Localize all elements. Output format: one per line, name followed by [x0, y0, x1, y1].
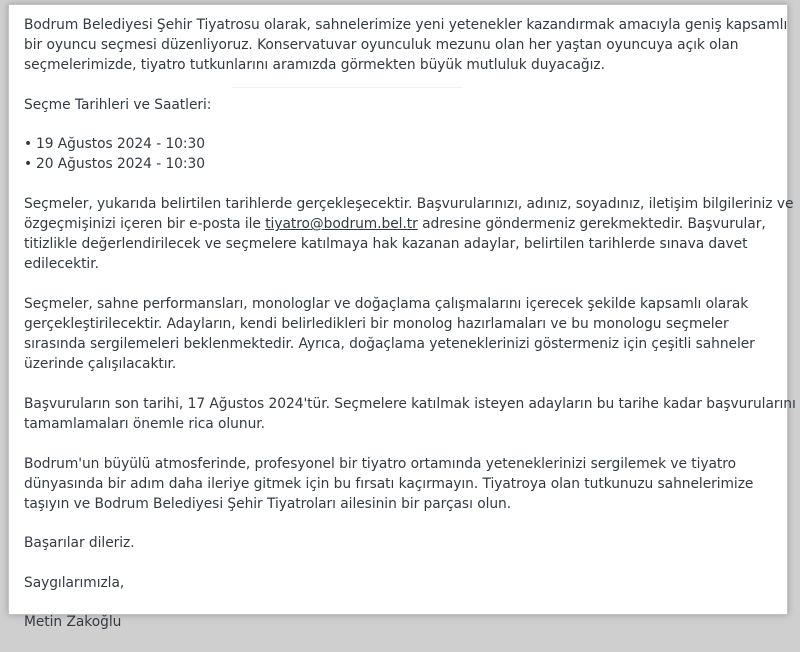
application-line: titizlikle değerlendirilecek ve seçmelere katılmaya hak kazanan adaylar, belirtilen tarihlerde sınava davet [24, 236, 748, 253]
application-text: adresine göndermeniz gerekmektedir. Başvurular, [417, 216, 766, 233]
invitation-line: dünyasında bir adım daha ileriye gitmek için bu fırsatı kaçırmayın. Tiyatroya olan tutkunuzu sahnelerimize [24, 475, 754, 492]
deadline-line: tamamlamaları önemle rica olunur. [24, 415, 265, 432]
signature-name: Metin Zakoğlu [24, 614, 122, 631]
format-paragraph [24, 294, 784, 374]
intro-line: seçmelerimizde, tiyatro tutkunlarını aramızda görmekten büyük mutluluk duyacağız. [24, 57, 605, 74]
application-line-email [24, 214, 784, 234]
closing-text: Saygılarımızla, [24, 574, 125, 591]
application-line: edilecektir. [24, 256, 99, 273]
intro-line: Bodrum Belediyesi Şehir Tiyatrosu olarak, sahnelerimize yeni yetenekler kazandırmak amacıyla geniş kapsamlı [24, 17, 788, 33]
dates-section [24, 95, 784, 115]
date-item: • 19 Ağustos 2024 - 10:30 [24, 134, 784, 154]
wishes-paragraph [24, 533, 784, 553]
invitation-line: taşıyın ve Bodrum Belediyesi Şehir Tiyatroları ailesinin bir parçası olun. [24, 495, 512, 512]
invitation-paragraph [24, 454, 784, 514]
date-item: • 20 Ağustos 2024 - 10:30 [24, 154, 784, 174]
format-line: üzerinde çalışılacaktır. [24, 356, 177, 373]
format-line: Seçmeler, sahne performansları, monologlar ve doğaçlama çalışmalarını içerecek şekilde kapsamlı olarak [24, 295, 749, 312]
intro-paragraph [24, 15, 788, 75]
format-line: sırasında sergilemeleri beklenmektedir. Ayrıca, doğaçlama yeteneklerinizi göstermeniz için çeşitli sahneler [24, 336, 755, 353]
application-line: Seçmeler, yukarıda belirtilen tarihlerde gerçekleşecektir. Başvurularınızı, adınız, soyadınız, iletişim bilgileriniz ve [24, 196, 794, 213]
dates-list [24, 134, 784, 174]
intro-line: bir oyuncu seçmesi düzenliyoruz. Konservatuvar oyunculuk mezunu olan her yaştan oyuncuya açık olan [24, 37, 739, 54]
closing-paragraph [24, 573, 784, 593]
deadline-line: Başvuruların son tarihi, 17 Ağustos 2024'tür. Seçmelere katılmak isteyen adayların bu tarihe kadar başvurularını [24, 395, 796, 412]
document-frame [8, 4, 796, 631]
application-paragraph [24, 194, 794, 274]
format-line: gerçekleştirilecektir. Adayların, kendi belirledikleri bir monolog hazırlamaları ve bu monologu seçmeler [24, 316, 729, 333]
wishes-text: Başarılar dileriz. [24, 535, 135, 552]
application-text: özgeçmişinizi içeren bir e-posta ile [24, 216, 266, 233]
dates-heading: Seçme Tarihleri ve Saatleri: [24, 96, 212, 113]
deadline-paragraph [24, 394, 796, 434]
letter-body [24, 15, 796, 652]
invitation-line: Bodrum'un büyülü atmosferinde, profesyonel bir tiyatro ortamında yeteneklerinizi sergilemek ve tiyatro [24, 455, 736, 472]
email-link[interactable]: tiyatro@bodrum.bel.tr [265, 216, 418, 233]
